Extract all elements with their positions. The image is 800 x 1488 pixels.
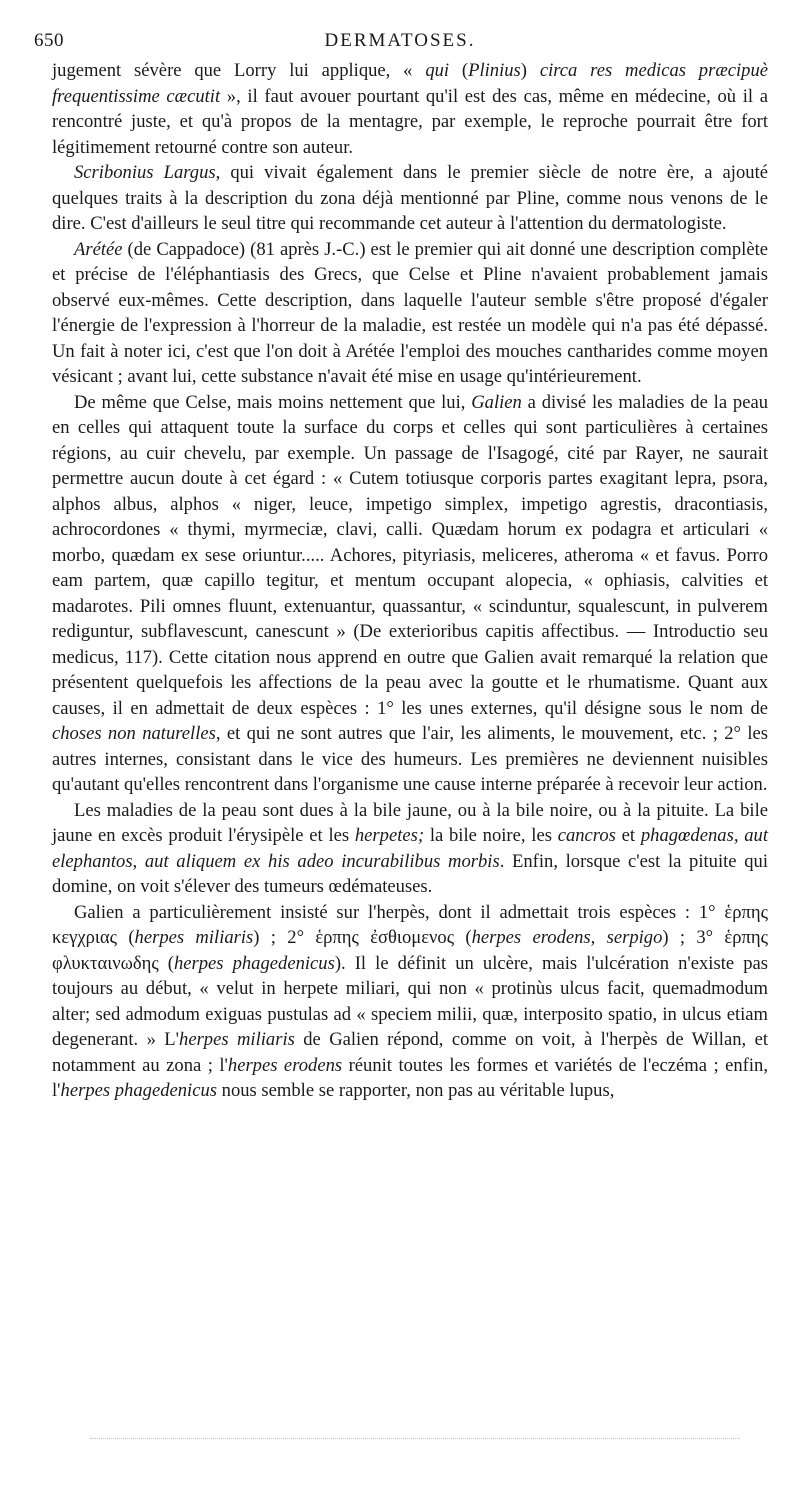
text-run: », il faut avouer pourtant qu'il est des cas, même en médecine, où il a rencontré juste, et qu'à propos de la mentagre, par exemple, le reproche pourrait être fort légitimement retourné contre son auteur. — [52, 85, 769, 158]
body-text — [52, 58, 768, 1104]
italic-run: Arétée — [74, 238, 123, 260]
page-header — [34, 30, 766, 56]
italic-run: herpetes; — [354, 825, 425, 846]
italic-run: herpes phagedenicus — [60, 1080, 217, 1101]
paragraph — [52, 58, 768, 160]
paragraph — [52, 900, 768, 1104]
text-run: , et qui ne sont autres que l'air, les aliments, le mouvement, etc. ; 2° les autres internes, consistant dans le vice des humeurs. Les premières ne deviennent nuisibles qu'autant qu'elles rencontrent dans l'organisme une cause interne préparée à recevoir leur action. — [52, 723, 769, 795]
page-number: 650 — [34, 30, 64, 51]
italic-run: herpes phagedenicus — [173, 952, 335, 974]
text-run: (de Cappadoce) (81 après J.-C.) est le premier qui ait donné une description complète et précise de l'éléphantiasis des Grecs, que Celse et Pline n'avaient probablement jamais observé eux-mêmes. Cette description, dans laquelle l'auteur semble s'être proposé d'égaler l'énergie de l'expression à l'horreur de la maladie, est restée un modèle qui n'a pas été dépassé. Un fait à noter ici, c'est que l'on doit à Arétée l'emploi des mouches cantharides comme moyen vésicant ; avant lui, cette substance n'avait été mise en usage qu'intérieurement. — [52, 238, 768, 387]
italic-run: cancros — [557, 825, 616, 846]
text-run: . Enfin, lorsque c'est la pituite qui domine, on voit s'élever des tumeurs œdémateuses. — [52, 850, 768, 897]
text-run: réunit toutes les formes et variétés de l'eczéma ; enfin, l' — [52, 1054, 768, 1101]
text-run: a divisé les maladies de la peau en celles qui attaquent toute la surface du corps et celles qui sont particulières à certaines régions, au cuir chevelu, par exemple. Un passage de l'Isagogé, cité par Rayer, ne saurait permettre aucun doute à cet égard : « Cutem totiusque corporis partes exagitant lepra, psora, alphos albus, alphos « niger, leuce, impetigo simplex, impetigo agrestis, dracontiasis, achrocordones « thymi, myrmeciæ, clavi, calli. Quædam horum ex podagra et articulari « morbo, quædam ex sese oriuntur..... Achores, pityriasis, meliceres, atheroma « et favus. Porro eam partem, quæ capillo tegitur, et mentum occupant alopecia, « ophiasis, calvities et madarotes. Pili omnes fluunt, extenuantur, quassantur, « scinduntur, squalescunt, in pulverem rediguntur, subflavescunt, canescunt » (De exterioribus capitis affectibus. — Introductio seu medicus, 117). Cette citation nous apprend en outre que Galien avait remarqué la relation que présentent quelquefois les affections de la peau avec la goutte et le rhumatisme. Quant aux causes, il en admettait de deux espèces : 1° les unes externes, qu'il désigne sous le nom de — [52, 391, 768, 719]
text-run: Galien a particulièrement insisté sur l'herpès, dont il admettait trois espèces : 1° ἑρπης κεγχριας ( — [52, 901, 768, 948]
text-run: ( — [449, 60, 469, 81]
text-run: ) ; 3° ἑρπης φλυκταινωδης ( — [52, 927, 768, 974]
text-run: de Galien répond, comme on voit, à l'herpès de Willan, et notamment au zona ; l' — [52, 1029, 768, 1076]
text-run: ) — [520, 60, 540, 81]
text-run: Les maladies de la peau sont dues à la bile jaune, ou à la bile noire, ou à la pituite. La bile jaune en excès produit l'érysipèle et les — [52, 799, 768, 846]
text-run: , qui vivait également dans le premier siècle de notre ère, a ajouté quelques traits à la description du zona déjà mentionné par Pline, comme nous venons de le dire. C'est d'ailleurs le seul titre qui recommande cet auteur à l'attention du dermatologiste. — [52, 162, 768, 234]
text-run: la bile noire, les — [424, 825, 558, 846]
paragraph — [52, 390, 768, 798]
paragraph — [52, 798, 768, 900]
italic-run: Plinius — [468, 60, 521, 81]
text-run: nous semble se rapporter, non pas au véritable lupus, — [217, 1080, 615, 1101]
text-run: ) ; 2° ἑρπης ἐσθιομενος ( — [253, 927, 472, 948]
text-run: De même que Celse, mais moins nettement que lui, — [74, 391, 472, 413]
italic-run: Scribonius Largus — [74, 162, 216, 183]
text-run: jugement sévère que Lorry lui applique, « — [52, 60, 426, 81]
running-head: DERMATOSES. — [324, 30, 476, 51]
italic-run: phagœdenas, aut elephantos, aut aliquem ex his adeo incurabilibus morbis — [52, 825, 768, 872]
italic-run: choses non naturelles — [52, 723, 216, 744]
italic-run: herpes erodens — [227, 1054, 343, 1076]
italic-run: herpes miliaris — [134, 927, 254, 948]
paragraph — [52, 237, 768, 390]
italic-run: circa res medicas præcipuè frequentissime cæcutit — [52, 60, 769, 107]
italic-run: qui — [425, 60, 450, 81]
italic-run: Galien — [471, 391, 522, 413]
page-bottom-rule — [90, 1438, 740, 1441]
paragraph — [52, 160, 768, 237]
text-run: ). Il le définit un ulcère, mais l'ulcération n'existe pas toujours au début, « velut in herpete miliari, qui non « protinùs ulcus facit, quemadmodum alter; sed admodum exiguas pustulas ad « speciem milii, quæ, interposito spatio, in ulcus etiam degenerant. » L' — [52, 952, 768, 1050]
italic-run: herpes erodens, serpigo — [471, 927, 663, 948]
italic-run: herpes miliaris — [179, 1029, 295, 1050]
text-run: et — [615, 825, 641, 846]
